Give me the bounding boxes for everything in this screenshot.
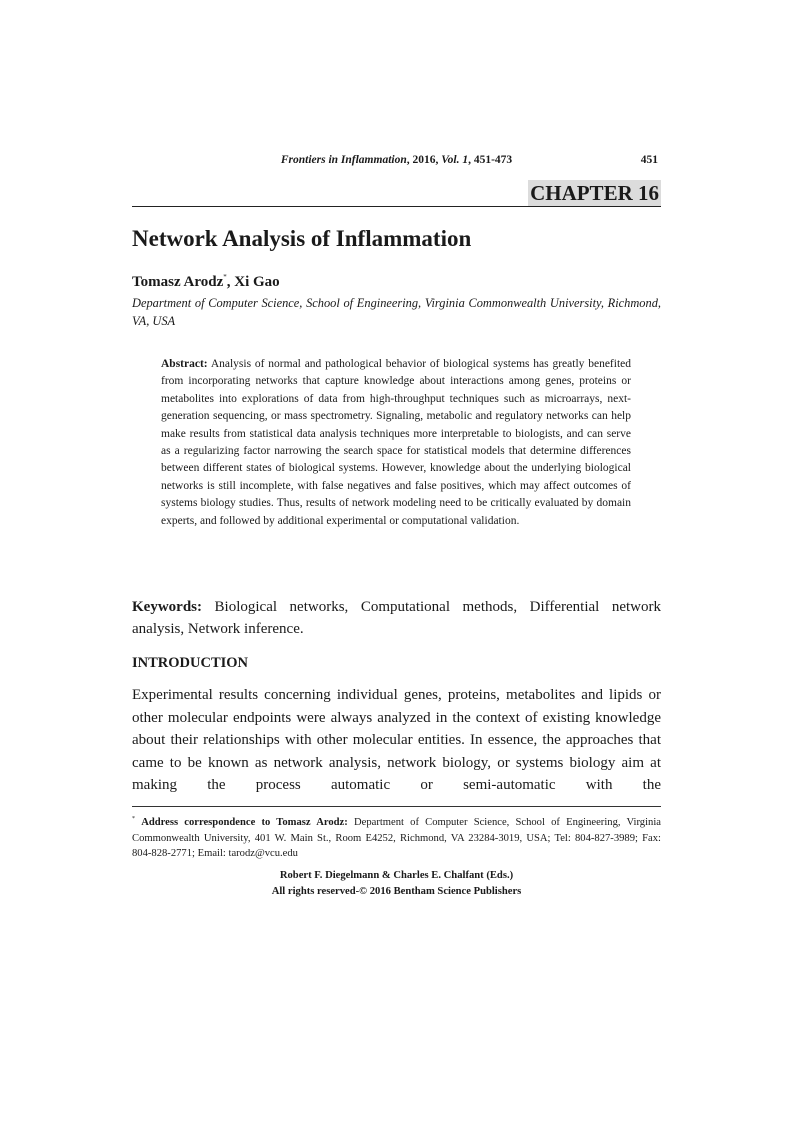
keywords-text: Biological networks, Computational methods, Differential network analysis, Network inference. (132, 599, 661, 637)
author-line (132, 267, 661, 292)
running-header (132, 154, 661, 172)
journal-volume: Vol. 1 (441, 154, 469, 166)
keywords-label: Keywords: (132, 599, 202, 615)
abstract (161, 356, 631, 530)
keywords (132, 596, 661, 640)
chapter-title: Network Analysis of Inflammation (132, 226, 472, 251)
abstract-label: Abstract: (161, 358, 208, 370)
author-rest: , Xi Gao (226, 274, 280, 290)
abstract-text: Analysis of normal and pathological behavior of biological systems has greatly benefited from incorporating networks that capture knowledge about interactions among genes, proteins or metabolites into explorations of data from high-throughput techniques such as microarrays, next-generation sequencing, or mass spectrometry. Signaling, metabolic and regulatory networks can help make results from statistical data analysis techniques more interpretable to biologists, and can serve as a regularizing factor narrowing the search space for statistical models that determine differences between different states of biological systems. However, knowledge about the underlying biological networks is still incomplete, with false negatives and false positives, which may affect outcomes of systems biology studies. Thus, results of network modeling need to be critically evaluated by domain experts, and followed by additional experimental or computational validation. (161, 358, 631, 527)
footnote-rule (132, 806, 661, 807)
editors-line: Robert F. Diegelmann & Charles E. Chalfant (Eds.) (279, 870, 514, 881)
author-first: Tomasz Arodz (132, 274, 224, 290)
header-rule (132, 206, 661, 207)
journal-pages: , 451-473 (468, 154, 513, 166)
section-heading-introduction: INTRODUCTION (132, 655, 249, 671)
journal-year: , 2016, (406, 154, 442, 166)
chapter-label-text: CHAPTER 16 (530, 181, 659, 205)
chapter-label (528, 180, 661, 206)
introduction-paragraph: Experimental results concerning individual genes, proteins, metabolites and lipids or other molecular endpoints were always analyzed in the context of existing knowledge about their relationships with other molecular entities. In essence, the approaches that came to be known as network analysis, network biology, or systems biology aim at making the process automatic or semi-automatic with the (132, 687, 661, 793)
page-number: 451 (640, 154, 658, 166)
footnote-text: Department of Computer Science, School of Engineering, Virginia Commonwealth University, 401 W. Main St., Room E4252, Richmond, VA 23284-3019, USA; Tel: 804-827-3989; Fax: 804-828-2771; Email: tarodz@vcu.edu (132, 817, 661, 859)
author-footnote-mark: * (223, 273, 227, 281)
rights-line: All rights reserved-© 2016 Bentham Science Publishers (271, 886, 522, 897)
footnote-mark: * (132, 816, 135, 822)
affiliation: Department of Computer Science, School of Engineering, Virginia Commonwealth University, Richmond, VA, USA (132, 296, 661, 328)
footnote (132, 812, 661, 862)
footnote-label: Address correspondence to Tomasz Arodz: (141, 817, 348, 828)
journal-name: Frontiers in Inflammation (280, 154, 407, 166)
